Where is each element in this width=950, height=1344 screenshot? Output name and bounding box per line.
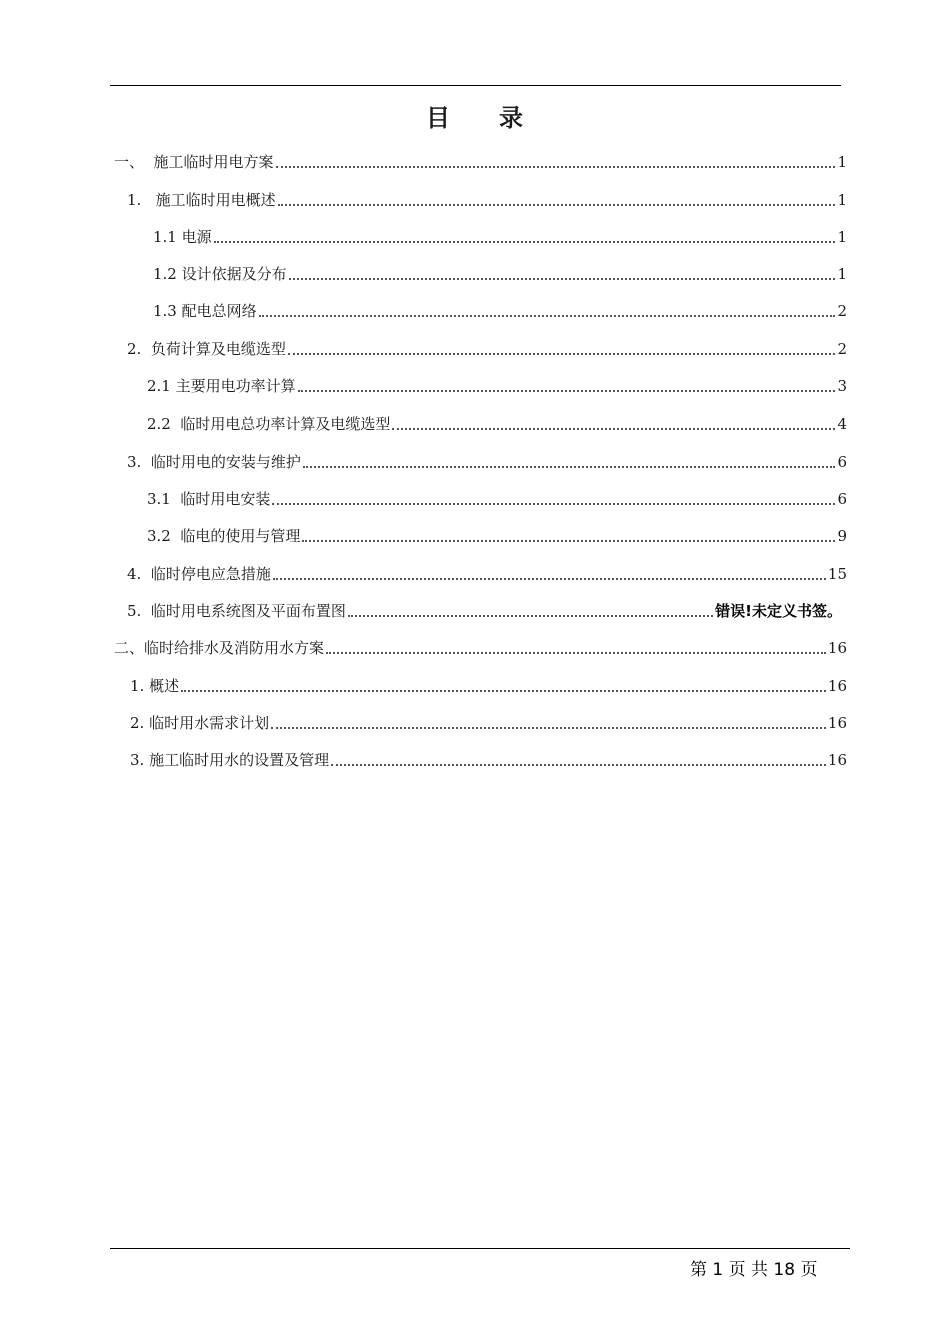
toc-entry-label: 3. 临时用电的安装与维护	[127, 453, 301, 471]
toc-leader-dots	[303, 460, 836, 468]
toc-entry-label: 1.3 配电总网络	[153, 302, 257, 320]
toc-entry-label: 1. 概述	[130, 677, 180, 695]
toc-entry-page: 16	[827, 714, 847, 732]
toc-entry-label: 1.1 电源	[153, 228, 212, 246]
toc-leader-dots	[181, 684, 826, 692]
toc-entry[interactable]	[127, 560, 847, 584]
toc-entry-page: 1	[837, 191, 847, 209]
toc-entry-label: 4. 临时停电应急措施	[127, 565, 271, 583]
toc-entry[interactable]	[114, 148, 847, 172]
toc-entry-page: 2	[837, 302, 847, 320]
toc-entry-page: 4	[837, 415, 847, 433]
toc-entry[interactable]	[147, 485, 847, 509]
toc-entry-label: 3.2 临电的使用与管理	[147, 527, 301, 545]
toc-entry[interactable]	[127, 597, 842, 621]
toc-entry-label: 2. 负荷计算及电缆选型	[127, 340, 286, 358]
toc-entry[interactable]	[127, 186, 847, 210]
toc-leader-dots	[214, 235, 836, 243]
toc-entry-page: 16	[827, 751, 847, 769]
toc-entry[interactable]	[147, 372, 847, 396]
toc-title-char-1: 目	[426, 104, 451, 132]
toc-leader-dots	[271, 721, 826, 729]
toc-leader-dots	[302, 534, 835, 542]
toc-entry-label: 2.1 主要用电功率计算	[147, 377, 296, 395]
toc-entry-page: 1	[837, 265, 847, 283]
toc-entry-label: 1.2 设计依据及分布	[153, 265, 287, 283]
toc-entry-page: 16	[827, 639, 847, 657]
header-rule	[110, 85, 841, 86]
toc-entry[interactable]	[130, 672, 847, 696]
toc-entry-label: 一、 施工临时用电方案	[114, 153, 274, 171]
toc-entry-label: 5. 临时用电系统图及平面布置图	[127, 602, 346, 620]
toc-entry-page-error: 错误!未定义书签。	[715, 602, 842, 620]
toc-leader-dots	[278, 198, 836, 206]
toc-entry[interactable]	[130, 709, 847, 733]
toc-entry-label: 3. 施工临时用水的设置及管理	[130, 751, 330, 769]
toc-entry-label: 二、临时给排水及消防用水方案	[114, 639, 325, 657]
toc-entry-page: 15	[827, 565, 847, 583]
toc-leader-dots	[348, 609, 713, 617]
toc-entry[interactable]	[114, 634, 847, 658]
toc-entry-page: 1	[837, 153, 847, 171]
toc-entry-page: 6	[837, 490, 847, 508]
toc-leader-dots	[326, 646, 826, 654]
toc-entry-page: 6	[837, 453, 847, 471]
toc-entry[interactable]	[153, 260, 847, 284]
toc-entry-label: 3.1 临时用电安装	[147, 490, 271, 508]
toc-entry-label: 2. 临时用水需求计划	[130, 714, 270, 732]
toc-entry-page: 1	[837, 228, 847, 246]
toc-leader-dots	[392, 422, 835, 430]
toc-leader-dots	[259, 309, 836, 317]
toc-leader-dots	[276, 160, 836, 168]
toc-leader-dots	[272, 497, 835, 505]
toc-entry-page: 3	[837, 377, 847, 395]
toc-entry[interactable]	[127, 448, 847, 472]
toc-title-char-2: 录	[499, 104, 524, 132]
toc-entry[interactable]	[147, 410, 847, 434]
toc-entry-page: 16	[827, 677, 847, 695]
toc-leader-dots	[288, 347, 836, 355]
toc-entry[interactable]	[147, 522, 847, 546]
toc-title	[0, 98, 950, 133]
page-number-footer: 第 1 页 共 18 页	[690, 1260, 818, 1280]
toc-entry[interactable]	[153, 223, 847, 247]
toc-entry[interactable]	[127, 335, 847, 359]
toc-leader-dots	[298, 384, 836, 392]
footer-rule	[110, 1248, 850, 1249]
toc-entry[interactable]	[153, 297, 847, 321]
toc-entry-page: 9	[837, 527, 847, 545]
toc-entry-page: 2	[837, 340, 847, 358]
toc-leader-dots	[331, 758, 826, 766]
toc-entry[interactable]	[130, 746, 847, 770]
toc-entry-label: 1. 施工临时用电概述	[127, 191, 276, 209]
toc-leader-dots	[289, 272, 836, 280]
toc-leader-dots	[273, 572, 826, 580]
toc-entry-label: 2.2 临时用电总功率计算及电缆选型	[147, 415, 391, 433]
